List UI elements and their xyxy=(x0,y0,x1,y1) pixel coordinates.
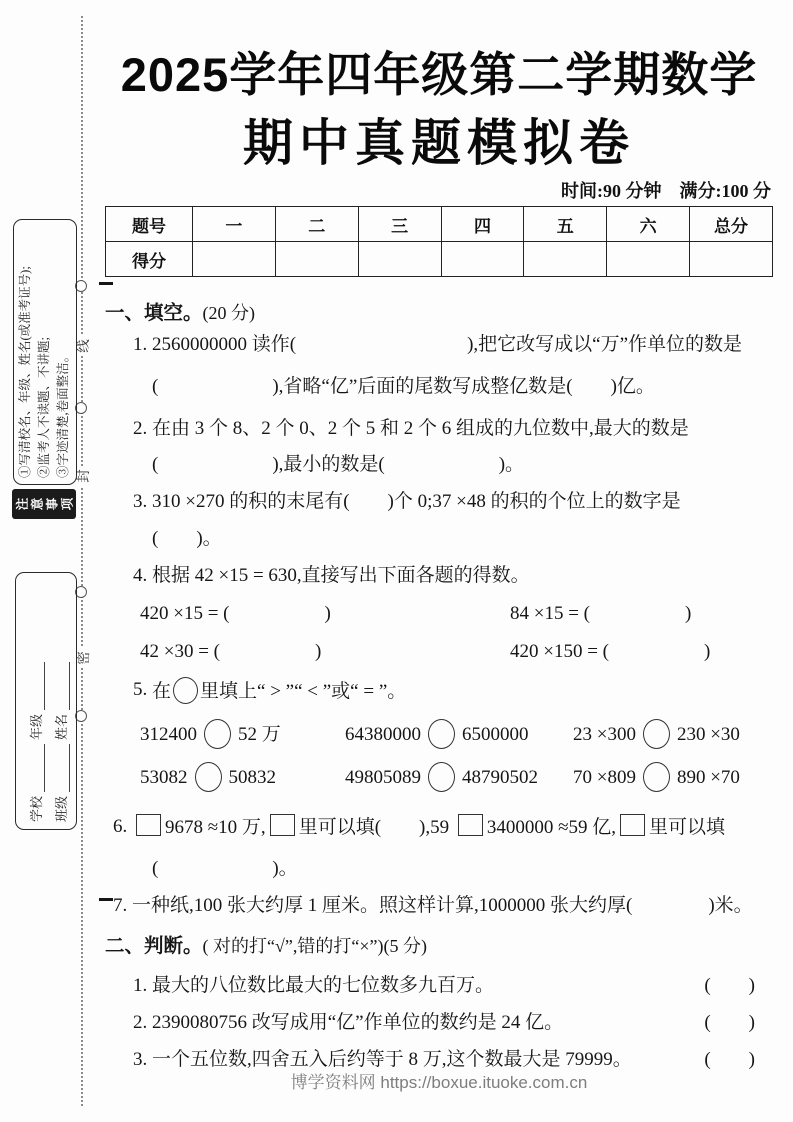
answer-blank-circle xyxy=(428,762,455,792)
question-text: 一种纸,100 张大约厚 1 厘米。照这样计算,1000000 张大约厚( )米。 xyxy=(132,895,753,916)
score-table-header-cell: 二 xyxy=(275,207,358,242)
equation-blank: 420 ×150 = ( ) xyxy=(510,641,711,662)
student-info-box xyxy=(15,572,77,830)
question-line xyxy=(105,601,773,627)
student-field-label: 学校 xyxy=(29,795,44,822)
exam-title-line2: 期中真题模拟卷 xyxy=(243,115,635,171)
score-cell-empty xyxy=(358,242,441,277)
answer-blank-circle xyxy=(643,719,670,749)
answer-blank-circle xyxy=(195,762,222,792)
question-number: 3. xyxy=(133,491,148,512)
comparison-right: 52 万 xyxy=(238,723,281,745)
question-line xyxy=(105,1010,773,1036)
question-line xyxy=(105,814,773,840)
score-table-header-cell: 一 xyxy=(193,207,276,242)
comparison-left: 312400 xyxy=(140,723,197,745)
score-cell-empty xyxy=(441,242,524,277)
comparison-right: 48790502 xyxy=(462,766,538,788)
answer-blank-circle xyxy=(204,719,231,749)
question-line xyxy=(105,639,773,665)
question-number: 7. xyxy=(113,895,128,916)
comparison-item xyxy=(573,761,740,793)
question-text: ( )。 xyxy=(152,528,222,549)
answer-blank-circle xyxy=(643,762,670,792)
question-line xyxy=(105,973,773,999)
question-text: 在 里填上“ > ”“ < ”或“ = ”。 xyxy=(152,677,406,704)
equation-blank: 84 ×15 = ( ) xyxy=(510,603,692,624)
comparison-item xyxy=(345,761,538,793)
question-line xyxy=(105,856,773,882)
answer-blank-box xyxy=(136,814,161,836)
score-table-score-row xyxy=(106,242,773,277)
score-cell-empty xyxy=(275,242,358,277)
section-note: ( 对的打“√”,错的打“×”)(5 分) xyxy=(202,936,427,956)
score-table-header-cell: 总分 xyxy=(690,207,773,242)
student-field-label: 班级 xyxy=(54,795,69,822)
answer-blank-circle xyxy=(173,677,198,704)
notice-label xyxy=(12,489,76,519)
question-number: 1. xyxy=(133,975,148,996)
answer-blank-circle xyxy=(428,719,455,749)
exam-title-line1: 2025学年四年级第二学期数学 xyxy=(120,48,758,101)
equation-blank: 420 ×15 = ( ) xyxy=(140,603,331,624)
student-info-row xyxy=(51,580,70,822)
question-text: ( ),省略“亿”后面的尾数写成整亿数是( )亿。 xyxy=(152,376,655,397)
student-field-blank xyxy=(57,662,70,710)
comparison-left: 23 ×300 xyxy=(573,723,636,745)
score-row-label: 得分 xyxy=(106,242,193,277)
question-line xyxy=(105,677,773,703)
question-number: 5. xyxy=(133,679,148,700)
notice-label-char: 意 xyxy=(30,497,45,511)
question-text: 310 ×270 的积的末尾有( )个 0;37 ×48 的积的个位上的数字是 xyxy=(152,491,681,512)
question-line xyxy=(105,416,773,442)
comparison-right: 50832 xyxy=(228,766,276,788)
notice-line: ①写清校名、年级、姓名(或准考证号); xyxy=(18,266,32,478)
student-field-blank xyxy=(57,744,70,792)
score-cell-empty xyxy=(524,242,607,277)
student-field-blank xyxy=(32,744,45,792)
question-number: 2. xyxy=(133,418,148,439)
question-text: 最大的八位数比最大的七位数多九百万。 xyxy=(152,975,495,996)
section-title: 二、判断。 xyxy=(105,935,203,957)
judge-parens: ( ) xyxy=(704,1049,755,1070)
main-column xyxy=(105,0,773,1122)
question-line xyxy=(105,374,773,400)
question-line xyxy=(105,893,773,919)
section-note: (20 分) xyxy=(202,303,256,323)
equation-blank: 42 ×30 = ( ) xyxy=(140,641,322,662)
question-line xyxy=(105,489,773,515)
answer-blank-box xyxy=(270,814,295,836)
judge-parens: ( ) xyxy=(704,975,755,996)
question-number: 2. xyxy=(133,1012,148,1033)
question-text: ( ),最小的数是( )。 xyxy=(152,454,525,475)
seal-line-char: 线 xyxy=(70,336,94,356)
question-text: 2560000000 读作( ),把它改写成以“万”作单位的数是 xyxy=(152,334,743,355)
score-cell-empty xyxy=(607,242,690,277)
question-text: 一个五位数,四舍五入后约等于 8 万,这个数最大是 79999。 xyxy=(152,1049,632,1070)
seal-dotted-line xyxy=(81,16,83,1106)
score-table-header-cell: 六 xyxy=(607,207,690,242)
notice-label-char: 事 xyxy=(45,497,60,511)
student-info-rows xyxy=(20,580,72,822)
comparison-right: 890 ×70 xyxy=(676,766,740,788)
section-header xyxy=(105,297,255,325)
question-line xyxy=(105,452,773,478)
answer-blank-box xyxy=(458,814,483,836)
comparison-item xyxy=(573,718,740,750)
comparison-item xyxy=(345,718,529,750)
score-cell-empty xyxy=(193,242,276,277)
seal-line-char: 封 xyxy=(70,466,94,486)
comparison-item xyxy=(140,718,281,750)
section-header xyxy=(105,930,427,958)
question-text: 根据 42 ×15 = 630,直接写出下面各题的得数。 xyxy=(152,565,530,586)
student-field-label: 姓名 xyxy=(54,713,69,740)
seal-line-char: 密 xyxy=(70,648,94,668)
question-line xyxy=(105,722,773,748)
score-table-header-cell: 题号 xyxy=(106,207,193,242)
student-field-blank xyxy=(32,662,45,710)
answer-blank-box xyxy=(620,814,645,836)
score-table xyxy=(105,206,773,277)
notice-line: ②监考人不读题、不讲题; xyxy=(36,337,51,478)
comparison-item xyxy=(140,761,276,793)
site-footer: 博学资料网 https://boxue.ituoke.com.cn xyxy=(290,1073,588,1092)
section-title: 一、填空。 xyxy=(105,302,203,324)
question-line xyxy=(105,765,773,791)
question-number: 4. xyxy=(133,565,148,586)
score-table-header-cell: 四 xyxy=(441,207,524,242)
score-table-header-cell: 三 xyxy=(358,207,441,242)
comparison-right: 230 ×30 xyxy=(676,723,740,745)
question-line xyxy=(105,563,773,589)
notice-label-char: 注 xyxy=(15,497,30,511)
student-info-row xyxy=(26,580,45,822)
question-line xyxy=(105,332,773,358)
score-cell-empty xyxy=(690,242,773,277)
comparison-right: 6500000 xyxy=(462,723,529,745)
notice-label-char: 项 xyxy=(60,497,75,511)
exam-meta: 时间:90 分钟 满分:100 分 xyxy=(561,181,771,201)
score-table-header-cell: 五 xyxy=(524,207,607,242)
notice-box xyxy=(13,219,77,485)
comparison-left: 53082 xyxy=(140,766,188,788)
question-number: 3. xyxy=(133,1049,148,1070)
score-table-header-row xyxy=(106,207,773,242)
notice-line: ③字迹清楚,卷面整洁。 xyxy=(55,349,70,478)
notice-lines xyxy=(16,226,74,478)
question-line xyxy=(105,526,773,552)
question-number: 1. xyxy=(133,334,148,355)
question-text: ( )。 xyxy=(152,858,298,879)
comparison-left: 64380000 xyxy=(345,723,421,745)
question-text: 在由 3 个 8、2 个 0、2 个 5 和 2 个 6 组成的九位数中,最大的数是 xyxy=(152,418,689,439)
judge-parens: ( ) xyxy=(704,1012,755,1033)
comparison-left: 49805089 xyxy=(345,766,421,788)
question-text: 2390080756 改写成用“亿”作单位的数约是 24 亿。 xyxy=(152,1012,564,1033)
student-field-label: 年级 xyxy=(29,713,44,740)
question-text: 9678 ≈10 万, 里可以填( ),59 3400000 ≈59 亿, 里可以填 xyxy=(132,814,725,840)
question-number: 6. xyxy=(113,816,128,837)
comparison-left: 70 ×809 xyxy=(573,766,636,788)
